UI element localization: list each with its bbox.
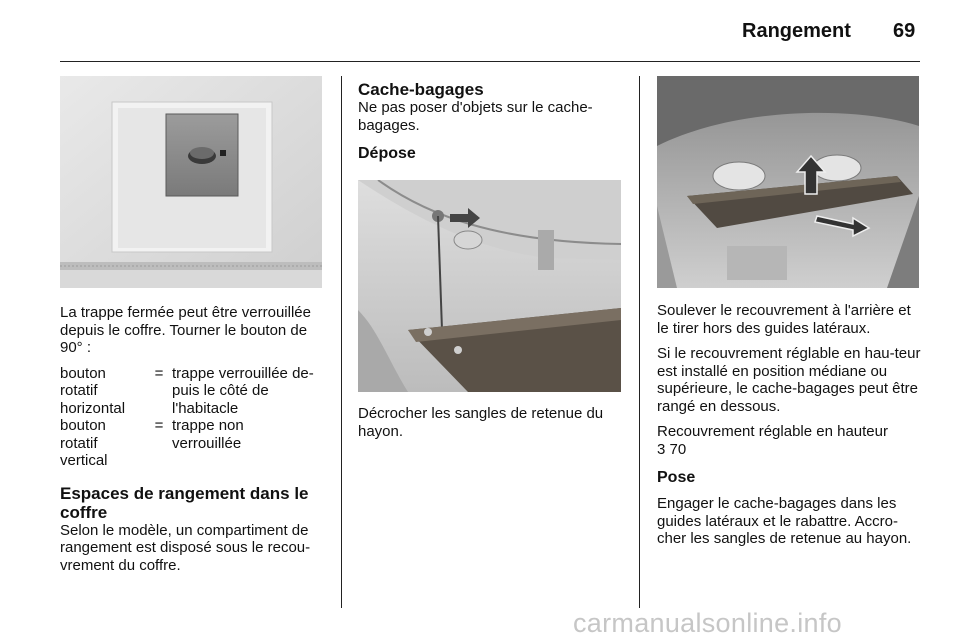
page-number: 69 xyxy=(893,20,916,42)
subheading: Dépose xyxy=(358,145,416,162)
definition-term: bouton rotatif horizontal xyxy=(60,364,126,417)
subheading: Pose xyxy=(657,469,696,486)
left-column xyxy=(60,304,330,582)
intro-paragraph: Ne pas poser d'objets sur le cache-bagages. xyxy=(358,99,593,134)
figure-lifting-cover xyxy=(657,76,919,288)
intro-paragraph: La trappe fermée peut être verrouillée depuis le coffre. Tourner le bouton de 90° : xyxy=(60,304,311,356)
definition-desc: trappe non verrouillée xyxy=(172,417,244,452)
body-paragraph: Soulever le recouvrement à l'arrière et le tirer hors des guides latéraux. xyxy=(657,302,911,337)
cross-reference-paragraph xyxy=(657,423,925,458)
body-paragraph: Selon le modèle, un compartiment de rangement est disposé sous le recou-vrement du coffre. xyxy=(60,521,311,574)
middle-caption-block xyxy=(358,405,628,448)
section-heading: Espaces de rangement dans le coffre xyxy=(60,483,309,522)
section-title: Rangement xyxy=(742,20,851,42)
watermark: carmanualsonline.info xyxy=(573,608,842,638)
arrow-reference-icon: 3 xyxy=(657,440,666,458)
caption-paragraph: Décrocher les sangles de retenue du hayon. xyxy=(358,405,604,440)
definition-separator: = xyxy=(154,364,164,382)
figure-removing-straps xyxy=(358,180,621,392)
body-paragraph: Engager le cache-bagages dans les guides latéraux et le rabattre. Accro-cher les sangles de retenue au hayon. xyxy=(657,495,912,547)
body-paragraph: Si le recouvrement réglable en hau-teur est installé en position médiane ou supérieure, le cache-bagages peut être rangé en dessous. xyxy=(657,345,921,415)
figure-storage-hatch xyxy=(60,76,322,288)
column-divider xyxy=(639,76,640,608)
cross-reference-text: Recouvrement réglable en hauteur xyxy=(657,423,888,440)
cross-reference-page: 70 xyxy=(669,440,687,458)
definition-separator: = xyxy=(154,417,164,434)
column-divider xyxy=(341,76,342,608)
definition-desc: trappe verrouillée de- puis le côté de l'habitacle xyxy=(172,364,314,417)
section-heading: Cache-bagages xyxy=(358,80,484,99)
right-column xyxy=(657,302,925,556)
header-rule xyxy=(60,61,920,62)
middle-column xyxy=(358,80,628,171)
definition-term: bouton rotatif vertical xyxy=(60,417,108,469)
definition-table xyxy=(60,365,330,470)
